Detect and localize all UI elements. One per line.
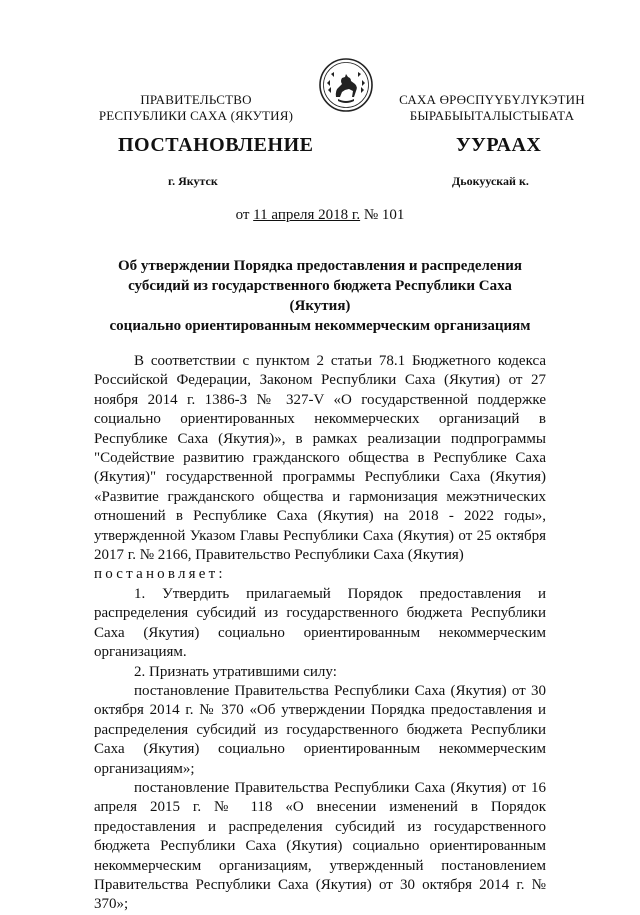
city-ru: г. Якутск: [168, 174, 218, 188]
title-line-3: социально ориентированным некоммерческим организациям: [109, 318, 531, 334]
date-prefix: от: [235, 207, 250, 223]
header-right: [392, 92, 592, 124]
date-value: 11 апреля 2018 г.: [253, 207, 361, 223]
item-1-paragraph: 1. Утвердить прилагаемый Порядок предоставления и распределения субсидий из государственного бюджета Республики Саха (Якутия) социально ориентированным некоммерческим организациям.: [94, 585, 546, 661]
item-2-paragraph: 2. Признать утратившими силу:: [134, 663, 337, 680]
repealed-decree-1: постановление Правительства Республики Саха (Якутия) от 30 октября 2014 г. № 370 «Об утверждении Порядка предоставления и распределения субсидий из государственного бюджета Республики Саха (Якутия) социально ориентированным некоммерческим организациям»;: [94, 682, 546, 777]
date-line: [0, 207, 640, 224]
document-title: [96, 256, 544, 336]
title-line-2: субсидий из государственного бюджета Республики Саха (Якутия): [128, 278, 512, 314]
repealed-decree-2: постановление Правительства Республики Саха (Якутия) от 16 апреля 2015 г. № 118 «О внесении изменений в Порядок предоставления и распределения субсидий из государственного бюджета Республики Саха (Якутия) социально ориентированным некоммерческим организациям, утвержденный постановлением Правительства Республики Саха (Якутия) от 30 октября 2014 г. № 370»;: [94, 779, 546, 913]
header-right-line2: БЫРАБЫЫТАЛЫСТЫБАТА: [409, 108, 575, 123]
header-left-line1: ПРАВИТЕЛЬСТВО: [140, 92, 252, 107]
city-sakha: Дьокуускай к.: [452, 174, 529, 188]
doc-type-title-sakha: УУРААХ: [456, 134, 542, 156]
header-right-line1: САХА ӨРӨСПҮҮБҮЛҮКЭТИН: [399, 92, 585, 107]
decree-word: постановляет:: [94, 566, 226, 583]
header-left-line2: РЕСПУБЛИКИ САХА (ЯКУТИЯ): [98, 108, 294, 123]
header-left: [96, 92, 296, 124]
title-line-1: Об утверждении Порядка предоставления и распределения: [118, 258, 522, 274]
preamble-paragraph: В соответствии с пунктом 2 статьи 78.1 Бюджетного кодекса Российской Федерации, Законом Республики Саха (Якутия) от 27 ноября 2014 г. 1386-З № 327-V «О государственной поддержке социально ориентированных некоммерческих организаций в Республике Саха (Якутия)», в рамках реализации подпрограммы "Содействие развитию гражданского общества в Республике Саха (Якутия)" государственной программы Республики Саха (Якутия) «Развитие гражданского общества и гармонизация межэтнических отношений в Республике Саха (Якутия) на 2018 - 2022 годы», утвержденной Указом Главы Республики Саха (Якутия) от 25 октября 2017 г. № 2166, Правительство Республики Саха (Якутия): [94, 353, 546, 564]
doc-number: № 101: [363, 207, 405, 223]
coat-of-arms-icon: [318, 57, 374, 113]
doc-type-title-ru: ПОСТАНОВЛЕНИЕ: [118, 134, 314, 156]
document-body: [94, 352, 546, 915]
